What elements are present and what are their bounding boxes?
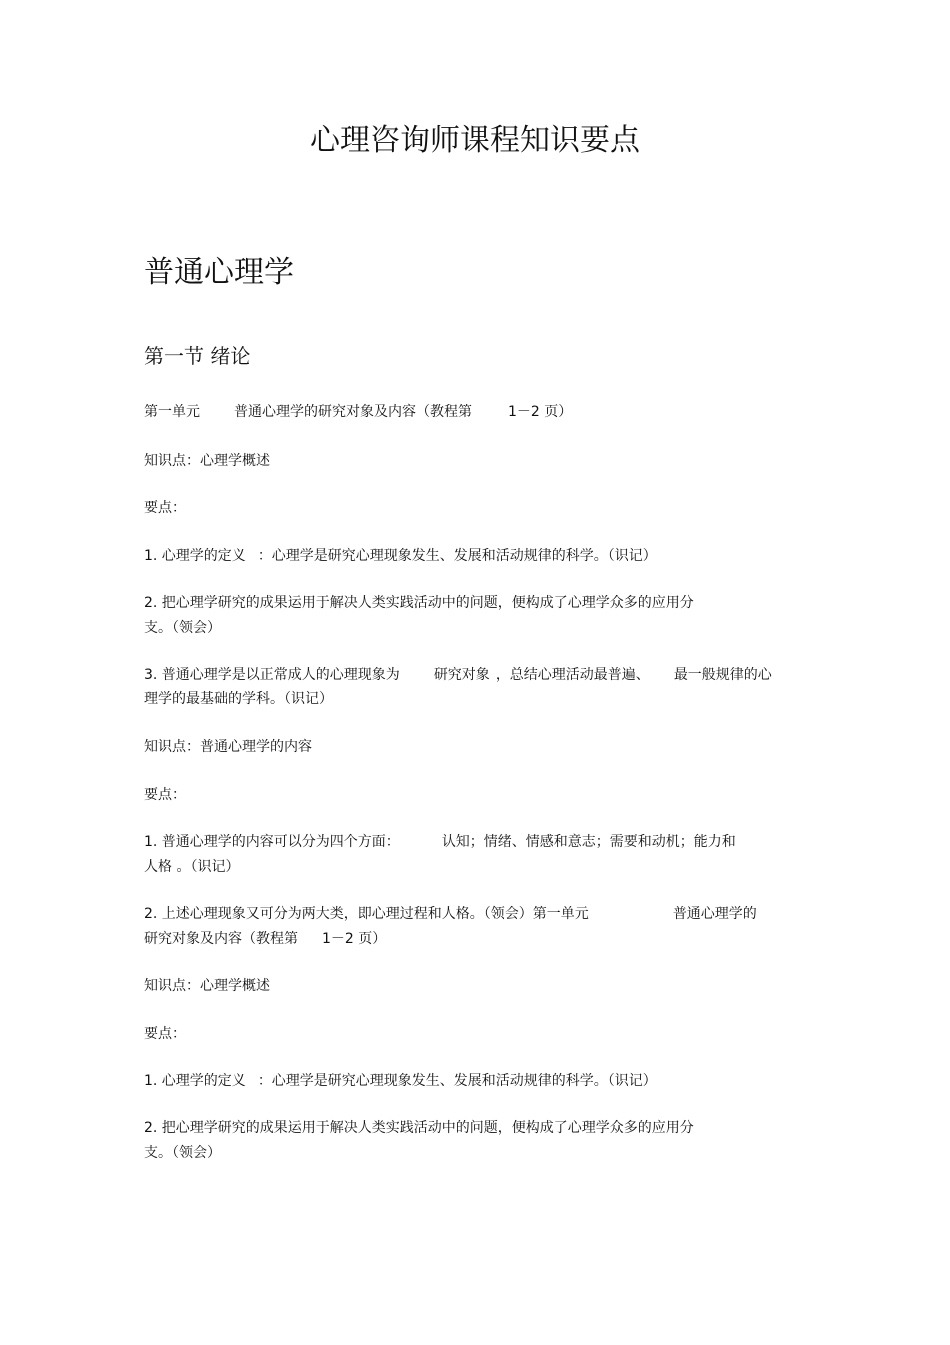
point-2-line-2: 支。（领会）: [144, 620, 221, 636]
knowledge-point-3: 知识点：心理学概述: [144, 978, 270, 994]
content-point-1-line-2: 人格 。（识记）: [144, 859, 240, 875]
repeat-point-2-line-1: 2. 把心理学研究的成果运用于解决人类实践活动中的问题，便构成了心理学众多的应用分: [144, 1120, 694, 1136]
chapter-heading: 普通心理学: [144, 255, 294, 290]
key-points-label-3: 要点：: [144, 1026, 186, 1042]
repeat-point-2-line-2: 支。（领会）: [144, 1145, 221, 1161]
unit-number: 第一单元: [144, 404, 200, 420]
knowledge-point-2: 知识点：普通心理学的内容: [144, 739, 312, 755]
unit-pages: 1－2 页）: [508, 404, 573, 420]
content-point-2-line-1: 2. 上述心理现象又可分为两大类，即心理过程和人格。（领会）第一单元 普通心理学的: [144, 906, 757, 922]
unit-title: 普通心理学的研究对象及内容（教程第: [234, 404, 472, 420]
content-point-1-line-1: 1. 普通心理学的内容可以分为四个方面： 认知；情绪、情感和意志；需要和动机；能力和: [144, 834, 736, 850]
unit-heading: [144, 405, 572, 419]
key-points-label-1: 要点：: [144, 500, 186, 516]
point-2-line-1: 2. 把心理学研究的成果运用于解决人类实践活动中的问题，便构成了心理学众多的应用分: [144, 595, 694, 611]
content-point-2-line-2: 研究对象及内容（教程第 1－2 页）: [144, 931, 387, 947]
section-heading: 第一节 绪论: [144, 344, 251, 368]
repeat-point-1-definition: 1. 心理学的定义 ：心理学是研究心理现象发生、发展和活动规律的科学。（识记）: [144, 1073, 657, 1089]
document-title: 心理咨询师课程知识要点: [310, 123, 640, 158]
knowledge-point-1: 知识点：心理学概述: [144, 453, 270, 469]
point-3-line-1: 3. 普通心理学是以正常成人的心理现象为 研究对象 ，总结心理活动最普遍、 最一般规律的心: [144, 667, 772, 683]
point-1-definition: 1. 心理学的定义 ：心理学是研究心理现象发生、发展和活动规律的科学。（识记）: [144, 548, 657, 564]
key-points-label-2: 要点：: [144, 787, 186, 803]
point-3-line-2: 理学的最基础的学科。（识记）: [144, 691, 333, 707]
